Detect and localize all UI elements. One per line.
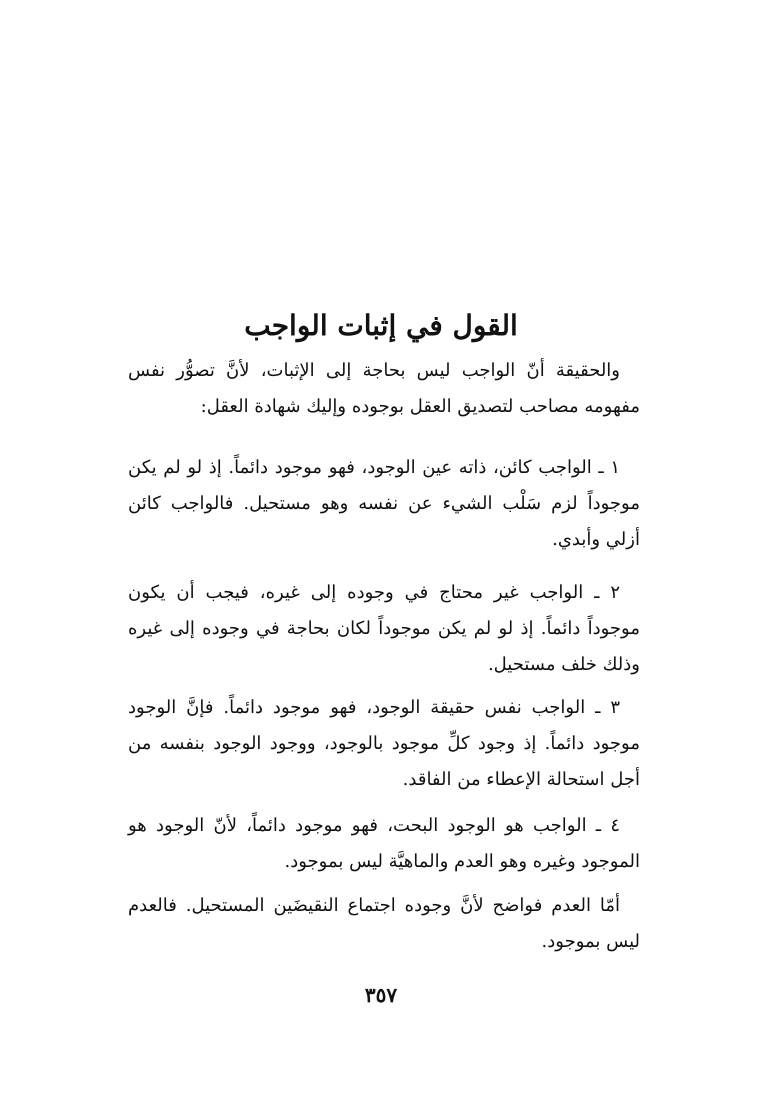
page-number: ٣٥٧ — [364, 983, 398, 1007]
paragraph-2: ٢ ـ الواجب غير محتاج في وجوده إلى غيره، فيجب أن يكون موجوداً دائماً. إذ لو لم يكن موجوداً لكان بحاجة في وجوده إلى غيره وذلك خلف مستحيل. — [128, 582, 640, 675]
intro-paragraph: والحقيقة أنّ الواجب ليس بحاجة إلى الإثبات، لأنَّ تصوُّر نفس مفهومه مصاحب لتصديق العقل بوجوده وإليك شهادة العقل: — [128, 360, 640, 417]
paragraph-4: ٤ ـ الواجب هو الوجود البحت، فهو موجود دائماً، لأنّ الوجود هو الموجود وغيره وهو العدم والماهيَّة ليس بموجود. — [128, 815, 640, 872]
paragraph-1: ١ ـ الواجب كائن، ذاته عين الوجود، فهو موجود دائماً. إذ لو لم يكن موجوداً لزم سَلْب الشيء عن نفسه وهو مستحيل. فالواجب كائن أزلي وأبدي. — [128, 457, 640, 550]
paragraph-3: ٣ ـ الواجب نفس حقيقة الوجود، فهو موجود دائماً. فإنَّ الوجود موجود دائماً. إذ وجود كلِّ موجود بالوجود، ووجود الوجود بنفسه من أجل استحالة الإعطاء من الفاقد. — [128, 697, 640, 790]
closing-paragraph: أمّا العدم فواضح لأنَّ وجوده اجتماع النقيضَين المستحيل. فالعدم ليس بموجود. — [128, 895, 640, 952]
page-title: القول في إثبات الواجب — [244, 309, 518, 342]
